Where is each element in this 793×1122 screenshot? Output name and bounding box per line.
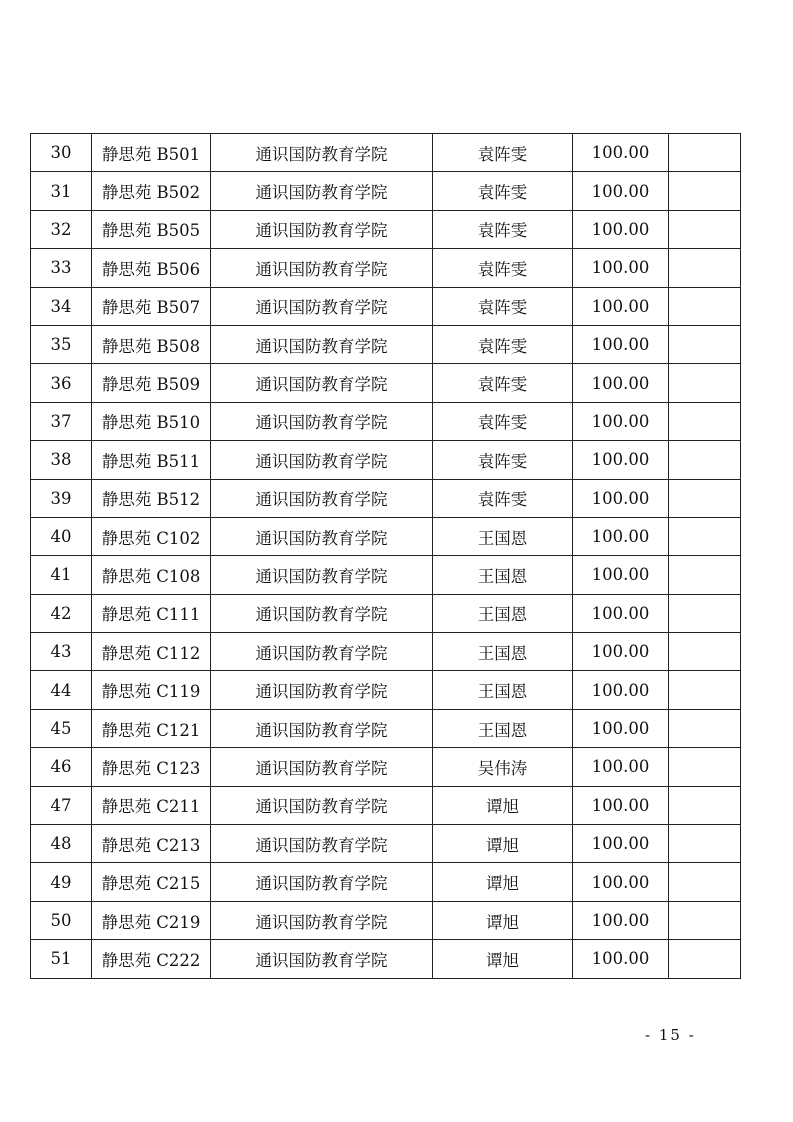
note-cell: [669, 517, 741, 555]
room-cell: 静思苑 C123: [92, 748, 211, 786]
person-cell: 袁阵雯: [433, 441, 573, 479]
college-cell: 通识国防教育学院: [211, 901, 433, 939]
score-cell: 100.00: [573, 287, 669, 325]
table-row: [31, 786, 741, 824]
table-row: [31, 748, 741, 786]
room-cell: 静思苑 C213: [92, 825, 211, 863]
person-cell: 谭旭: [433, 940, 573, 978]
table-row: [31, 901, 741, 939]
college-cell: 通识国防教育学院: [211, 556, 433, 594]
person-cell: 袁阵雯: [433, 249, 573, 287]
score-cell: 100.00: [573, 863, 669, 901]
table-row: [31, 134, 741, 172]
row-number-cell: 35: [31, 325, 92, 363]
score-cell: 100.00: [573, 325, 669, 363]
person-cell: 王国恩: [433, 594, 573, 632]
score-cell: 100.00: [573, 134, 669, 172]
note-cell: [669, 556, 741, 594]
note-cell: [669, 748, 741, 786]
score-cell: 100.00: [573, 364, 669, 402]
note-cell: [669, 901, 741, 939]
person-cell: 谭旭: [433, 901, 573, 939]
room-cell: 静思苑 B506: [92, 249, 211, 287]
person-cell: 王国恩: [433, 709, 573, 747]
person-cell: 袁阵雯: [433, 325, 573, 363]
score-cell: 100.00: [573, 594, 669, 632]
person-cell: 谭旭: [433, 786, 573, 824]
person-cell: 袁阵雯: [433, 210, 573, 248]
score-cell: 100.00: [573, 249, 669, 287]
person-cell: 袁阵雯: [433, 402, 573, 440]
college-cell: 通识国防教育学院: [211, 594, 433, 632]
row-number-cell: 37: [31, 402, 92, 440]
room-cell: 静思苑 C215: [92, 863, 211, 901]
college-cell: 通识国防教育学院: [211, 786, 433, 824]
note-cell: [669, 210, 741, 248]
row-number-cell: 39: [31, 479, 92, 517]
table-row: [31, 441, 741, 479]
row-number-cell: 49: [31, 863, 92, 901]
room-cell: 静思苑 B505: [92, 210, 211, 248]
college-cell: 通识国防教育学院: [211, 402, 433, 440]
note-cell: [669, 172, 741, 210]
room-cell: 静思苑 B507: [92, 287, 211, 325]
college-cell: 通识国防教育学院: [211, 517, 433, 555]
score-cell: 100.00: [573, 633, 669, 671]
table-row: [31, 402, 741, 440]
row-number-cell: 31: [31, 172, 92, 210]
note-cell: [669, 863, 741, 901]
room-cell: 静思苑 C211: [92, 786, 211, 824]
row-number-cell: 48: [31, 825, 92, 863]
note-cell: [669, 402, 741, 440]
person-cell: 袁阵雯: [433, 287, 573, 325]
score-cell: 100.00: [573, 709, 669, 747]
row-number-cell: 34: [31, 287, 92, 325]
table-row: [31, 325, 741, 363]
note-cell: [669, 249, 741, 287]
room-cell: 静思苑 B511: [92, 441, 211, 479]
row-number-cell: 40: [31, 517, 92, 555]
note-cell: [669, 134, 741, 172]
room-cell: 静思苑 C121: [92, 709, 211, 747]
person-cell: 谭旭: [433, 825, 573, 863]
row-number-cell: 41: [31, 556, 92, 594]
score-cell: 100.00: [573, 556, 669, 594]
score-cell: 100.00: [573, 210, 669, 248]
person-cell: 谭旭: [433, 863, 573, 901]
college-cell: 通识国防教育学院: [211, 441, 433, 479]
row-number-cell: 46: [31, 748, 92, 786]
room-cell: 静思苑 C222: [92, 940, 211, 978]
row-number-cell: 45: [31, 709, 92, 747]
note-cell: [669, 479, 741, 517]
college-cell: 通识国防教育学院: [211, 210, 433, 248]
table-body: [31, 134, 741, 979]
dorm-score-table: [30, 133, 741, 979]
table-row: [31, 287, 741, 325]
table-row: [31, 210, 741, 248]
person-cell: 袁阵雯: [433, 479, 573, 517]
note-cell: [669, 287, 741, 325]
person-cell: 袁阵雯: [433, 364, 573, 402]
college-cell: 通识国防教育学院: [211, 364, 433, 402]
score-cell: 100.00: [573, 402, 669, 440]
note-cell: [669, 825, 741, 863]
row-number-cell: 36: [31, 364, 92, 402]
table-row: [31, 594, 741, 632]
row-number-cell: 44: [31, 671, 92, 709]
room-cell: 静思苑 C219: [92, 901, 211, 939]
score-cell: 100.00: [573, 172, 669, 210]
person-cell: 王国恩: [433, 671, 573, 709]
row-number-cell: 47: [31, 786, 92, 824]
room-cell: 静思苑 B501: [92, 134, 211, 172]
score-cell: 100.00: [573, 786, 669, 824]
table-row: [31, 556, 741, 594]
score-cell: 100.00: [573, 825, 669, 863]
college-cell: 通识国防教育学院: [211, 940, 433, 978]
college-cell: 通识国防教育学院: [211, 479, 433, 517]
table-row: [31, 479, 741, 517]
room-cell: 静思苑 C119: [92, 671, 211, 709]
room-cell: 静思苑 C102: [92, 517, 211, 555]
score-cell: 100.00: [573, 748, 669, 786]
score-cell: 100.00: [573, 671, 669, 709]
college-cell: 通识国防教育学院: [211, 325, 433, 363]
score-cell: 100.00: [573, 441, 669, 479]
college-cell: 通识国防教育学院: [211, 825, 433, 863]
person-cell: 吴伟涛: [433, 748, 573, 786]
row-number-cell: 42: [31, 594, 92, 632]
score-cell: 100.00: [573, 901, 669, 939]
row-number-cell: 38: [31, 441, 92, 479]
college-cell: 通识国防教育学院: [211, 748, 433, 786]
college-cell: 通识国防教育学院: [211, 287, 433, 325]
note-cell: [669, 594, 741, 632]
college-cell: 通识国防教育学院: [211, 633, 433, 671]
table-row: [31, 709, 741, 747]
note-cell: [669, 633, 741, 671]
table-row: [31, 671, 741, 709]
room-cell: 静思苑 B510: [92, 402, 211, 440]
person-cell: 王国恩: [433, 517, 573, 555]
table-row: [31, 863, 741, 901]
note-cell: [669, 441, 741, 479]
table-row: [31, 940, 741, 978]
room-cell: 静思苑 B502: [92, 172, 211, 210]
score-cell: 100.00: [573, 940, 669, 978]
score-cell: 100.00: [573, 517, 669, 555]
college-cell: 通识国防教育学院: [211, 134, 433, 172]
table-row: [31, 633, 741, 671]
person-cell: 袁阵雯: [433, 134, 573, 172]
note-cell: [669, 940, 741, 978]
table-row: [31, 364, 741, 402]
room-cell: 静思苑 C111: [92, 594, 211, 632]
person-cell: 袁阵雯: [433, 172, 573, 210]
college-cell: 通识国防教育学院: [211, 249, 433, 287]
page-number: - 15 -: [645, 1026, 696, 1044]
room-cell: 静思苑 C112: [92, 633, 211, 671]
table-row: [31, 517, 741, 555]
room-cell: 静思苑 B509: [92, 364, 211, 402]
note-cell: [669, 325, 741, 363]
table-row: [31, 249, 741, 287]
row-number-cell: 51: [31, 940, 92, 978]
table-row: [31, 172, 741, 210]
row-number-cell: 50: [31, 901, 92, 939]
college-cell: 通识国防教育学院: [211, 863, 433, 901]
note-cell: [669, 671, 741, 709]
room-cell: 静思苑 C108: [92, 556, 211, 594]
note-cell: [669, 786, 741, 824]
room-cell: 静思苑 B512: [92, 479, 211, 517]
row-number-cell: 30: [31, 134, 92, 172]
room-cell: 静思苑 B508: [92, 325, 211, 363]
college-cell: 通识国防教育学院: [211, 671, 433, 709]
row-number-cell: 33: [31, 249, 92, 287]
college-cell: 通识国防教育学院: [211, 709, 433, 747]
row-number-cell: 43: [31, 633, 92, 671]
table-row: [31, 825, 741, 863]
college-cell: 通识国防教育学院: [211, 172, 433, 210]
person-cell: 王国恩: [433, 556, 573, 594]
person-cell: 王国恩: [433, 633, 573, 671]
note-cell: [669, 709, 741, 747]
note-cell: [669, 364, 741, 402]
score-cell: 100.00: [573, 479, 669, 517]
row-number-cell: 32: [31, 210, 92, 248]
